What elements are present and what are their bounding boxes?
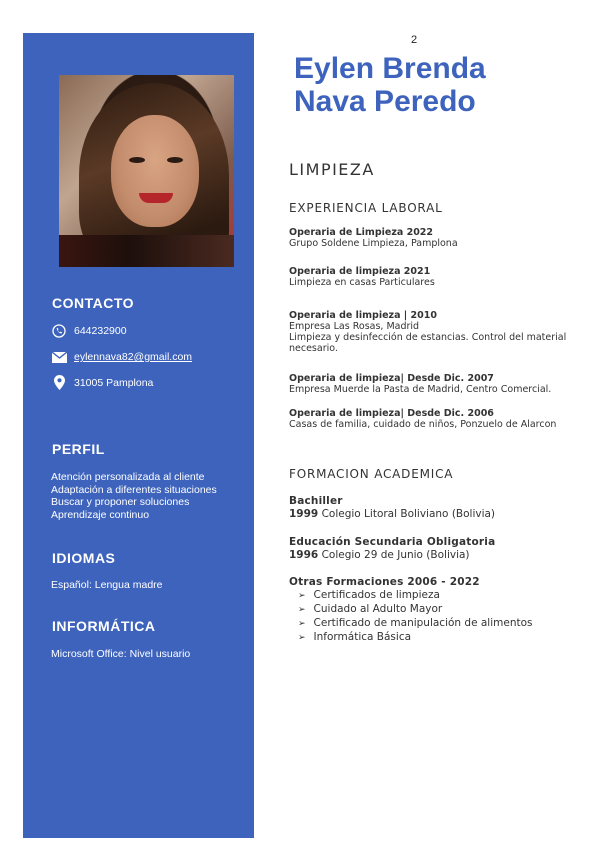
education-year: 1999 <box>289 508 319 520</box>
other-training-list <box>298 589 533 645</box>
contact-email <box>51 351 192 363</box>
page-number: 2 <box>411 34 418 46</box>
job-line: Limpieza y desinfección de estancias. Control del material <box>289 332 567 343</box>
other-training <box>289 576 533 645</box>
profile-line: Aprendizaje continuo <box>51 508 150 521</box>
mail-icon <box>51 352 67 363</box>
languages-heading: IDIOMAS <box>52 550 116 566</box>
candidate-name <box>294 52 486 118</box>
list-item: ➢ Certificados de limpieza <box>298 589 533 603</box>
education-title: Bachiller <box>289 495 343 507</box>
job-line: Casas de familia, cuidado de niños, Ponzuelo de Alarcon <box>289 419 557 430</box>
education-heading: FORMACION ACADEMICA <box>289 467 454 481</box>
job-title: Operaria de limpieza 2021 <box>289 266 431 277</box>
experience-heading: EXPERIENCIA LABORAL <box>289 201 443 215</box>
contact-address <box>51 375 153 390</box>
job-title: Operaria de limpieza| Desde Dic. 2007 <box>289 373 494 384</box>
job-line: Grupo Soldene Limpieza, Pamplona <box>289 238 458 249</box>
contact-phone <box>51 324 127 338</box>
contact-heading: CONTACTO <box>52 295 135 311</box>
other-training-title: Otras Formaciones 2006 - 2022 <box>289 576 480 588</box>
it-heading: INFORMÁTICA <box>52 618 156 634</box>
sidebar <box>23 33 254 838</box>
job-title: Operaria de Limpieza 2022 <box>289 227 434 238</box>
list-item: ➢ Certificado de manipulación de alimentos <box>298 617 533 631</box>
education-entry <box>289 536 495 562</box>
profile-photo <box>59 75 234 267</box>
job-entry <box>289 408 556 430</box>
education-detail: Colegio Litoral Boliviano (Bolivia) <box>321 508 496 520</box>
job-entry <box>289 266 435 288</box>
email-link[interactable]: eylennava82@gmail.com <box>74 351 193 363</box>
phone-text: 644232900 <box>74 325 127 337</box>
list-item: ➢ Informática Básica <box>298 631 533 645</box>
job-title: Operaria de limpieza| Desde Dic. 2006 <box>289 408 494 419</box>
profile-list <box>51 471 217 521</box>
education-detail: Colegio 29 de Junio (Bolivia) <box>321 549 470 561</box>
job-line: necesario. <box>289 343 338 354</box>
education-year: 1996 <box>289 549 319 561</box>
job-line: Empresa Muerde la Pasta de Madrid, Centro Comercial. <box>289 384 552 395</box>
job-title: Operaria de limpieza | 2010 <box>289 310 438 321</box>
profile-line: Adaptación a diferentes situaciones <box>51 483 217 496</box>
job-entry <box>289 227 458 249</box>
location-pin-icon <box>51 375 67 390</box>
job-entry <box>289 373 551 395</box>
name-line-1: Eylen Brenda <box>294 52 486 85</box>
role-title: LIMPIEZA <box>289 160 375 179</box>
job-entry <box>289 310 566 354</box>
education-entry <box>289 495 495 521</box>
education-title: Educación Secundaria Obligatoria <box>289 536 496 548</box>
name-line-2: Nava Peredo <box>294 85 476 118</box>
it-text: Microsoft Office: Nivel usuario <box>51 648 191 660</box>
profile-line: Atención personalizada al cliente <box>51 471 205 483</box>
profile-heading: PERFIL <box>52 441 105 457</box>
profile-line: Buscar y proponer soluciones <box>51 496 190 508</box>
address-text: 31005 Pamplona <box>74 376 154 389</box>
list-item: ➢ Cuidado al Adulto Mayor <box>298 603 533 617</box>
job-line: Empresa Las Rosas, Madrid <box>289 321 420 332</box>
languages-text: Español: Lengua madre <box>51 579 163 591</box>
phone-icon <box>51 324 67 338</box>
job-line: Limpieza en casas Particulares <box>289 277 435 288</box>
